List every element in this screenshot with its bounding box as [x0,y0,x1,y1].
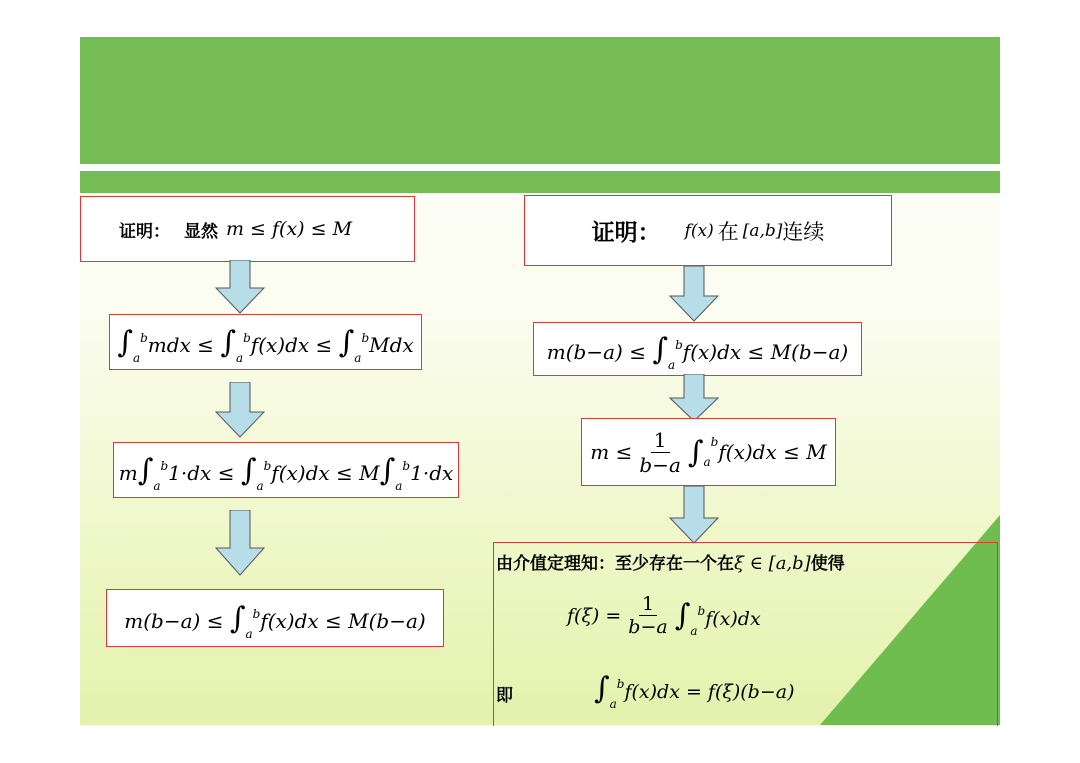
proof-label: 证明： [119,221,170,242]
right-box-4 [493,542,998,726]
such-that-text: 使得 [810,554,845,574]
bound-formula: m ≤ f(x) ≤ M [226,218,353,240]
down-arrow-icon [668,486,720,544]
left-box-3 [113,442,459,498]
integral-formula: $m(b-a) \le \int_a^bf(x)dx \le M(b-a)$ [546,331,849,372]
left-box-1 [80,196,415,262]
right-box-3 [581,418,836,486]
function-label: f(x) [684,220,714,241]
down-arrow-icon [668,266,720,322]
integral-formula: $m\int_a^b1\cdot dx \le \int_a^bf(x)dx \le M\int_a^b1\cdot dx$ [118,452,454,493]
integral-formula: $m(b-a) \le \int_a^bf(x)dx \le M(b-a)$ [124,600,426,641]
down-arrow-icon [214,510,266,576]
right-box-1 [524,195,892,266]
xi-interval: ξ ∈ [a,b] [734,553,811,574]
theorem-text: 由介值定理知：至少存在一个在 [496,554,734,574]
continuous-label: 连续 [782,219,825,244]
theorem-line [496,549,845,574]
integral-formula: m ≤ $\frac{1}{b-a}$ ∫ a b f(x)dx ≤ M [590,427,827,477]
therefore-label: 即 [496,686,513,706]
right-box-2 [533,322,862,376]
on-label: 在 [717,219,739,244]
down-arrow-icon [214,382,266,438]
down-arrow-icon [214,260,266,314]
down-arrow-icon [668,374,720,422]
obviously-label: 显然 [184,221,218,242]
left-box-4 [106,589,444,647]
interval-label: [a,b] [742,220,783,241]
integral-formula: $\int_a^bmdx \le \int_a^bf(x)dx \le \int_a^bMdx$ [117,324,414,365]
mean-value-formula: f(ξ) = $\frac{1}{b-a}$ $\int_a^bf(x)dx$ [567,593,761,638]
left-box-2 [109,314,422,370]
result-formula: $\int_a^bf(x)dx = f(\xi)(b-a)$ [594,671,795,711]
proof-label: 证明： [591,220,661,246]
